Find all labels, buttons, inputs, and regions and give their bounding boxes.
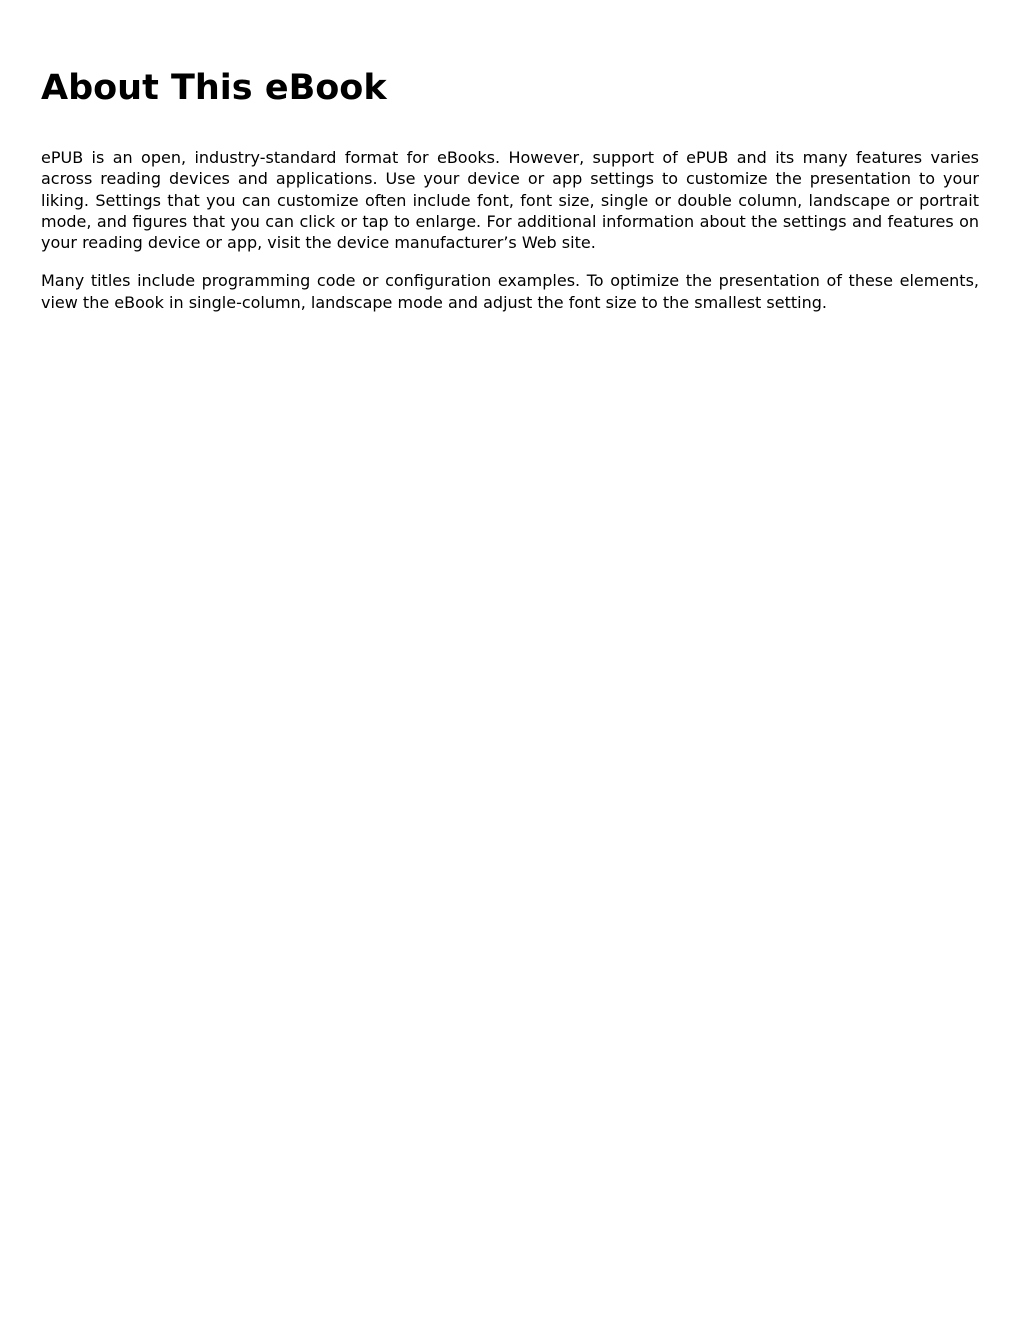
- document-page: [41, 0, 979, 313]
- body-paragraph-epub-support: ePUB is an open, industry-standard format for eBooks. However, support of ePUB and its many features varies across reading devices and applications. Use your device or app settings to customize the presentation to your liking. Settings that you can customize often include font, font size, single or double column, landscape or portrait mode, and figures that you can click or tap to enlarge. For additional information about the settings and features on your reading device or app, visit the device manufacturer’s Web site.: [41, 148, 979, 253]
- body-paragraph-code-examples: Many titles include programming code or configuration examples. To optimize the presentation of these elements, view the eBook in single-column, landscape mode and adjust the font size to the smallest setting.: [41, 271, 979, 312]
- page-title: About This eBook: [41, 68, 387, 108]
